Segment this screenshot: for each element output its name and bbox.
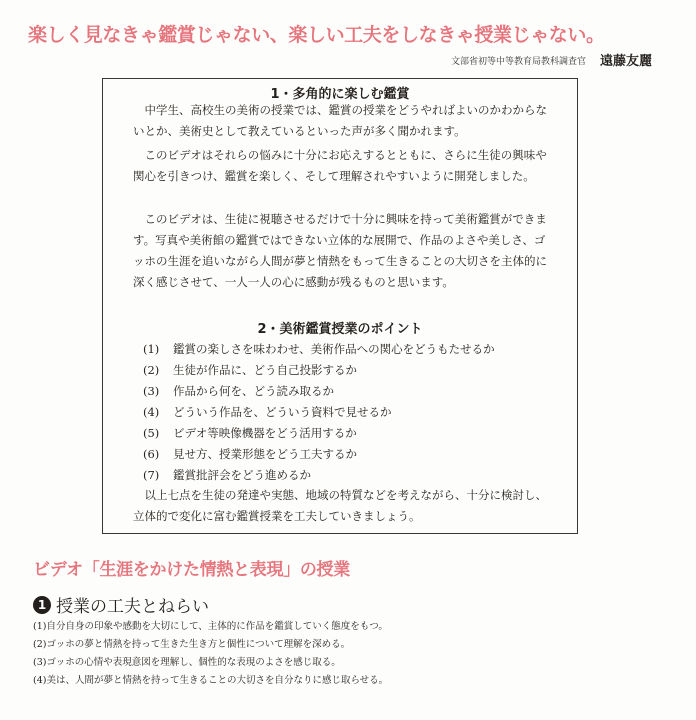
point-item (143, 339, 495, 360)
point-number: (1) (143, 342, 160, 356)
section1-paragraph-3: このビデオは、生徒に視聴させるだけで十分に興味を持って美術鑑賞ができます。写真や美術館の鑑賞ではできない立体的な展開で、作品のよさや美しさ、ゴッホの生涯を追いながら人間が夢と情熱をもって生きることの大切さを主体的に深く感じさせて、一人一人の心に感動が残るものと思います。 (133, 212, 547, 289)
point-item (143, 402, 495, 423)
aim-item: (1)自分自身の印象や感動を大切にして、主体的に作品を鑑賞していく態度をもつ。 (33, 621, 388, 632)
point-number: (7) (143, 468, 160, 482)
point-item (143, 423, 495, 444)
point-text: 作品から何を、どう読み取るか (173, 384, 334, 398)
point-item (143, 360, 495, 381)
aim-item: (2)ゴッホの夢と情熱を持って生きた生き方と個性について理解を深める。 (33, 639, 351, 650)
point-item (143, 381, 495, 402)
point-text: ビデオ等映像機器をどう活用するか (173, 426, 357, 440)
point-text: 鑑賞の楽しさを味わわせ、美術作品への関心をどうもたせるか (173, 342, 495, 356)
author-name: 遠藤友麗 (600, 54, 653, 69)
section1-paragraph-2: このビデオはそれらの悩みに十分にお応えするとともに、さらに生徒の興味や関心を引きつけ、鑑賞を楽しく、そして理解されやすいように開発しました。 (133, 148, 547, 183)
aims-list (33, 618, 388, 690)
section2-title: 2・美術鑑賞授業のポイント (257, 322, 423, 337)
author-title: 文部省初等中等教育局教科調査官 (450, 57, 586, 67)
section1-title: 1・多角的に楽しむ鑑賞 (270, 87, 410, 102)
point-number: (5) (143, 426, 160, 440)
point-item (143, 465, 495, 486)
point-text: 生徒が作品に、どう自己投影するか (173, 363, 357, 377)
sub-heading-label: 授業の工夫とねらい (56, 597, 209, 617)
point-number: (3) (143, 384, 160, 398)
points-list (143, 339, 495, 486)
sub-heading (33, 592, 209, 617)
section2-closing: 以上七点を生徒の発達や実態、地域の特質などを考えながら、十分に検討し、立体的で変化に富む鑑賞授業を工夫していきましょう。 (133, 488, 547, 523)
circled-number-icon: 1 (33, 596, 51, 614)
point-number: (6) (143, 447, 160, 461)
aim-item: (3)ゴッホの心情や表現意図を理解し、個性的な表現のよさを感じ取る。 (33, 657, 341, 668)
content-box (102, 78, 578, 534)
point-number: (4) (143, 405, 160, 419)
point-text: 鑑賞批評会をどう進めるか (173, 468, 311, 482)
video-section-heading: ビデオ「生涯をかけた情熱と表現」の授業 (33, 560, 350, 580)
point-text: どういう作品を、どういう資料で見せるか (173, 405, 392, 419)
point-text: 見せ方、授業形態をどう工夫するか (173, 447, 357, 461)
point-item (143, 444, 495, 465)
aim-item: (4)美は、人間が夢と情熱を持って生きることの大切さを自分なりに感じ取らせる。 (33, 675, 389, 686)
point-number: (2) (143, 363, 160, 377)
main-heading: 楽しく見なきゃ鑑賞じゃない、楽しい工夫をしなきゃ授業じゃない。 (28, 24, 605, 46)
section1-paragraph-1: 中学生、高校生の美術の授業では、鑑賞の授業をどうやればよいのかわからないとか、美術史として教えているといった声が多く聞かれます。 (133, 103, 547, 138)
